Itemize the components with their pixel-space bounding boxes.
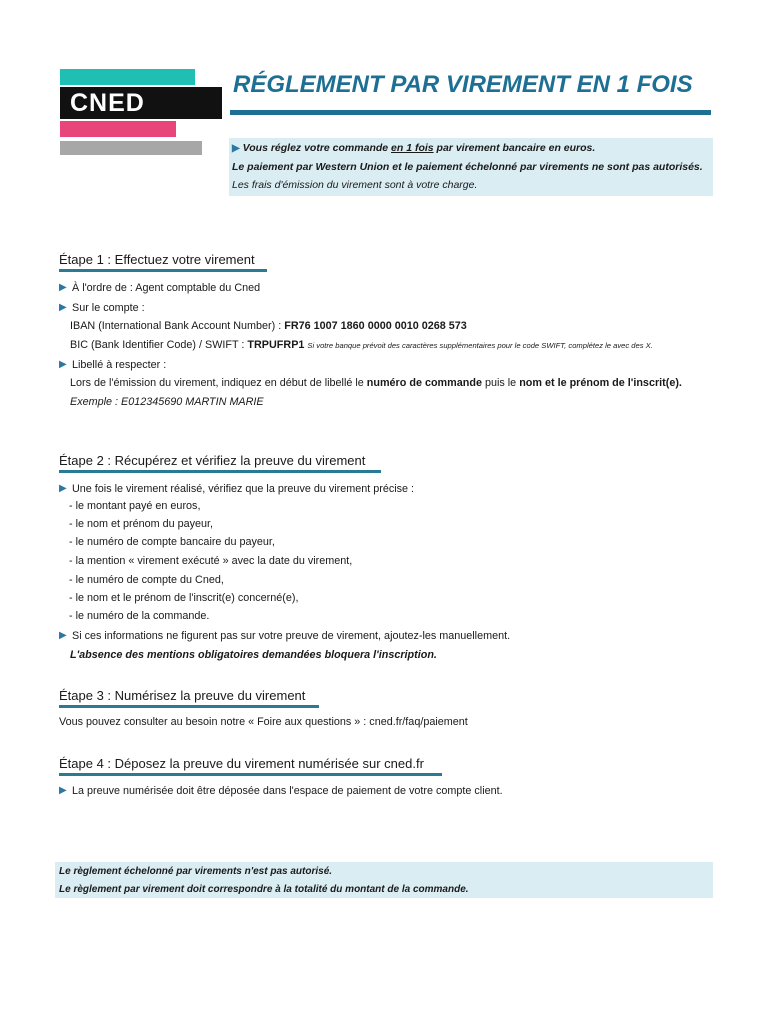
title-underline (230, 110, 711, 115)
step1-exemple: Exemple : E012345690 MARTIN MARIE (70, 396, 264, 408)
step1-underline (59, 269, 267, 272)
iban-value: FR76 1007 1860 0000 0010 0268 573 (284, 320, 467, 332)
step1-libelle-text: Lors de l'émission du virement, indiquez en début de libellé le numéro de commande puis le nom et le prénom de l'inscrit(e). (70, 377, 682, 389)
list-item: - le nom et le prénom de l'inscrit(e) concerné(e), (69, 592, 299, 604)
logo-bar-gray (60, 141, 202, 155)
info-line-1: ▶ Vous réglez votre commande en 1 fois par virement bancaire en euros. (232, 142, 596, 154)
info-line-2: Le paiement par Western Union et le paiement échelonné par virements ne sont pas autorisés. (232, 161, 703, 173)
step3-text: Vous pouvez consulter au besoin notre « Foire aux questions » : cned.fr/faq/paiement (59, 716, 468, 728)
logo-text: CNED (70, 89, 145, 117)
step4-title: Étape 4 : Déposez la preuve du virement numérisée sur cned.fr (59, 756, 424, 771)
step1-iban: IBAN (International Bank Account Number) : FR76 1007 1860 0000 0010 0268 573 (70, 320, 467, 332)
step4-text: La preuve numérisée doit être déposée dans l'espace de paiement de votre compte client. (72, 785, 503, 797)
triangle-right-icon: ▶ (59, 630, 67, 641)
list-item: - le numéro de la commande. (69, 610, 210, 622)
triangle-right-icon: ▶ (59, 483, 67, 494)
info-underlined: en 1 fois (391, 142, 434, 154)
info-line-3: Les frais d'émission du virement sont à votre charge. (232, 179, 478, 191)
step2-warning: L'absence des mentions obligatoires demandées bloquera l'inscription. (70, 649, 437, 661)
list-item: - le montant payé en euros, (69, 500, 201, 512)
step2-manuel: Si ces informations ne figurent pas sur votre preuve de virement, ajoutez-les manuellement. (72, 630, 511, 642)
list-item: - le nom et prénom du payeur, (69, 518, 214, 530)
logo-bar-pink (60, 121, 176, 137)
step2-underline (59, 470, 381, 473)
step1-libelle: Libellé à respecter : (72, 359, 167, 371)
footer-line-1: Le règlement échelonné par virements n'est pas autorisé. (59, 866, 333, 877)
step4-underline (59, 773, 442, 776)
list-item: - la mention « virement exécuté » avec la date du virement, (69, 555, 353, 567)
triangle-right-icon: ▶ (59, 359, 67, 370)
triangle-right-icon: ▶ (232, 143, 240, 154)
logo-bar-teal (60, 69, 195, 85)
list-item: - le numéro de compte bancaire du payeur, (69, 536, 275, 548)
footer-line-2: Le règlement par virement doit correspondre à la totalité du montant de la commande. (59, 884, 469, 895)
step1-bic: BIC (Bank Identifier Code) / SWIFT : TRPUFRP1 Si votre banque prévoit des caractères supplémentaires pour le code SWIFT, complétez le avec des X. (70, 339, 653, 351)
page-title: RÉGLEMENT PAR VIREMENT EN 1 FOIS (233, 71, 693, 98)
step1-ordre: À l'ordre de : Agent comptable du Cned (72, 282, 261, 294)
bic-note: Si votre banque prévoit des caractères supplémentaires pour le code SWIFT, complétez le avec des X. (307, 341, 653, 350)
step3-title: Étape 3 : Numérisez la preuve du virement (59, 688, 306, 703)
triangle-right-icon: ▶ (59, 302, 67, 313)
step2-intro: Une fois le virement réalisé, vérifiez que la preuve du virement précise : (72, 483, 415, 495)
step3-underline (59, 705, 319, 708)
triangle-right-icon: ▶ (59, 282, 67, 293)
list-item: - le numéro de compte du Cned, (69, 574, 224, 586)
step2-title: Étape 2 : Récupérez et vérifiez la preuve du virement (59, 453, 366, 468)
step1-compte: Sur le compte : (72, 302, 145, 314)
step1-title: Étape 1 : Effectuez votre virement (59, 252, 255, 267)
triangle-right-icon: ▶ (59, 785, 67, 796)
bic-value: TRPUFRP1 (247, 339, 305, 351)
